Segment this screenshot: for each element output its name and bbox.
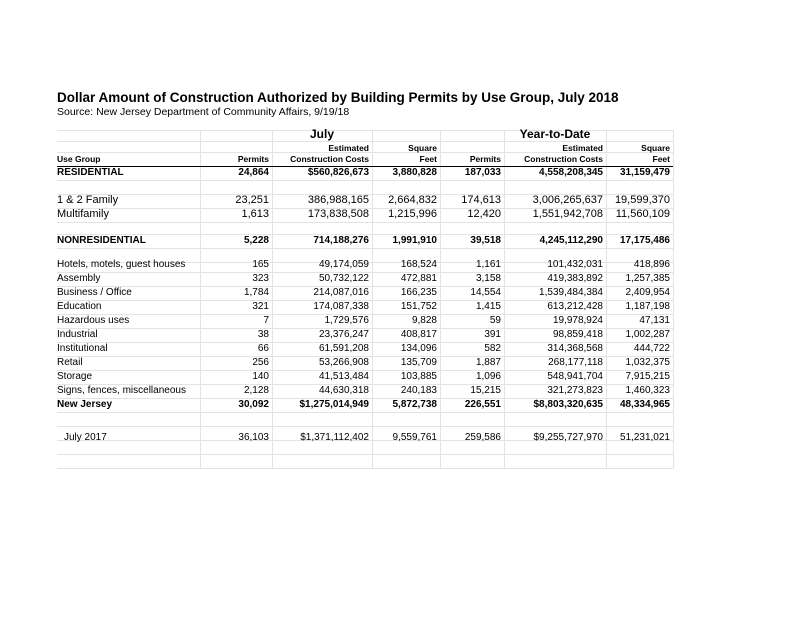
cell-costs-july: 714,188,276 (313, 235, 369, 246)
cell-sqft-july: 151,752 (400, 301, 437, 312)
row-label: RESIDENTIAL (57, 167, 124, 178)
cell-sqft-ytd: 17,175,486 (619, 235, 670, 246)
cell-permits-july: 256 (252, 357, 269, 368)
cell-sqft-ytd: 51,231,021 (619, 432, 670, 443)
cell-costs-july: 44,630,318 (318, 385, 369, 396)
cell-permits-july: 321 (252, 301, 269, 312)
header-permits-ytd: Permits (469, 154, 501, 164)
cell-sqft-july: 408,817 (400, 329, 437, 340)
cell-sqft-july: 9,828 (411, 315, 437, 326)
cell-permits-july: 24,864 (238, 167, 269, 178)
row-label: Storage (57, 371, 93, 382)
cell-costs-ytd: 613,212,428 (547, 301, 603, 312)
cell-costs-july: 61,591,208 (318, 343, 369, 354)
row-label: Business / Office (57, 287, 132, 298)
cell-sqft-ytd: 1,460,323 (625, 385, 670, 396)
cell-sqft-july: 240,183 (400, 385, 437, 396)
cell-permits-ytd: 12,420 (467, 208, 501, 220)
cell-permits-ytd: 1,161 (475, 259, 501, 270)
header-permits-july: Permits (237, 154, 269, 164)
row-label: Multifamily (57, 208, 109, 220)
cell-permits-july: 1,784 (243, 287, 269, 298)
cell-sqft-july: 1,215,996 (388, 208, 437, 220)
cell-sqft-july: 135,709 (400, 357, 437, 368)
cell-sqft-july: 9,559,761 (392, 432, 437, 443)
cell-permits-july: 7 (263, 315, 269, 326)
row-label: 1 & 2 Family (57, 194, 119, 206)
report-source: Source: New Jersey Department of Community Affairs, 9/19/18 (57, 106, 350, 118)
cell-permits-july: 140 (252, 371, 269, 382)
cell-costs-july: 49,174,059 (318, 259, 369, 270)
cell-sqft-ytd: 1,032,375 (625, 357, 670, 368)
cell-permits-july: 23,251 (235, 194, 269, 206)
cell-permits-july: 165 (252, 259, 269, 270)
row-label: Assembly (57, 273, 101, 284)
row-label: Retail (57, 357, 83, 368)
cell-costs-ytd: 1,551,942,708 (532, 208, 603, 220)
row-label: NONRESIDENTIAL (57, 235, 146, 246)
row-label: Education (57, 301, 102, 312)
cell-permits-ytd: 174,613 (461, 194, 501, 206)
cell-sqft-ytd: 1,187,198 (625, 301, 670, 312)
cell-sqft-ytd: 48,334,965 (619, 399, 670, 410)
cell-permits-ytd: 1,415 (475, 301, 501, 312)
cell-sqft-ytd: 11,560,109 (615, 208, 670, 220)
cell-permits-ytd: 14,554 (470, 287, 501, 298)
cell-sqft-july: 2,664,832 (388, 194, 437, 206)
cell-costs-july: 214,087,016 (313, 287, 369, 298)
cell-permits-july: 1,613 (241, 208, 269, 220)
header-costs-ytd: Construction Costs (524, 154, 603, 164)
row-label: Hazardous uses (57, 315, 130, 326)
cell-costs-ytd: 321,273,823 (547, 385, 603, 396)
row-label: July 2017 (64, 432, 107, 443)
cell-costs-ytd: 4,558,208,345 (539, 167, 603, 178)
report-title: Dollar Amount of Construction Authorized by Building Permits by Use Group, July 2018 (57, 90, 619, 105)
row-label: Signs, fences, miscellaneous (57, 385, 186, 396)
cell-sqft-july: 168,524 (400, 259, 437, 270)
cell-permits-ytd: 391 (484, 329, 501, 340)
row-label: Institutional (57, 343, 108, 354)
cell-costs-july: $1,275,014,949 (299, 399, 369, 410)
cell-sqft-ytd: 1,257,385 (625, 273, 670, 284)
cell-costs-july: 23,376,247 (318, 329, 369, 340)
cell-permits-july: 5,228 (243, 235, 269, 246)
cell-sqft-ytd: 418,896 (633, 259, 670, 270)
cell-costs-july: 41,513,484 (318, 371, 369, 382)
cell-costs-ytd: $9,255,727,970 (533, 432, 603, 443)
row-label: Hotels, motels, guest houses (57, 259, 186, 270)
cell-permits-july: 30,092 (238, 399, 269, 410)
cell-permits-ytd: 59 (489, 315, 501, 326)
cell-sqft-ytd: 7,915,215 (625, 371, 670, 382)
cell-costs-ytd: 101,432,031 (547, 259, 603, 270)
cell-permits-july: 66 (257, 343, 269, 354)
cell-costs-ytd: 314,368,568 (547, 343, 603, 354)
cell-permits-ytd: 39,518 (470, 235, 501, 246)
cell-permits-ytd: 582 (484, 343, 501, 354)
cell-sqft-ytd: 1,002,287 (625, 329, 670, 340)
row-label: Industrial (57, 329, 98, 340)
cell-costs-ytd: 548,941,704 (547, 371, 603, 382)
cell-costs-ytd: 419,383,892 (547, 273, 603, 284)
cell-costs-july: 174,087,338 (313, 301, 369, 312)
cell-permits-ytd: 187,033 (464, 167, 501, 178)
header-square-july: Square (408, 143, 437, 153)
cell-permits-ytd: 1,096 (475, 371, 501, 382)
cell-sqft-july: 5,872,738 (392, 399, 437, 410)
cell-sqft-july: 3,880,828 (392, 167, 437, 178)
cell-costs-ytd: 268,177,118 (548, 357, 603, 368)
cell-sqft-ytd: 47,131 (639, 315, 670, 326)
header-costs-july: Construction Costs (290, 154, 369, 164)
cell-costs-ytd: 4,245,112,290 (539, 235, 603, 246)
section-july: July (309, 127, 334, 141)
header-feet-ytd: Feet (652, 154, 670, 164)
header-feet-july: Feet (419, 154, 437, 164)
cell-sqft-july: 472,881 (400, 273, 437, 284)
section-ytd: Year-to-Date (519, 127, 591, 141)
cell-sqft-july: 1,991,910 (392, 235, 437, 246)
header-use-group: Use Group (57, 154, 101, 164)
cell-permits-ytd: 226,551 (464, 399, 501, 410)
cell-permits-july: 323 (252, 273, 269, 284)
cell-sqft-july: 134,096 (400, 343, 437, 354)
cell-sqft-ytd: 31,159,479 (619, 167, 670, 178)
cell-costs-july: 50,732,122 (318, 273, 369, 284)
cell-costs-july: 173,838,508 (307, 208, 369, 220)
cell-costs-ytd: 98,859,418 (552, 329, 603, 340)
cell-permits-july: 36,103 (238, 432, 269, 443)
row-label: New Jersey (57, 399, 113, 410)
header-estimated-ytd: Estimated (562, 143, 603, 153)
cell-sqft-ytd: 19,599,370 (614, 194, 670, 206)
cell-costs-july: 53,266,908 (318, 357, 369, 368)
cell-costs-july: 1,729,576 (324, 315, 369, 326)
cell-costs-ytd: $8,803,320,635 (533, 399, 603, 410)
cell-permits-ytd: 1,887 (475, 357, 501, 368)
cell-costs-july: $1,371,112,402 (300, 432, 369, 443)
cell-sqft-ytd: 2,409,954 (625, 287, 670, 298)
cell-costs-ytd: 1,539,484,384 (539, 287, 603, 298)
header-square-ytd: Square (641, 143, 670, 153)
cell-permits-july: 2,128 (243, 385, 269, 396)
cell-permits-ytd: 259,586 (464, 432, 501, 443)
cell-sqft-july: 103,885 (400, 371, 437, 382)
cell-permits-ytd: 15,215 (470, 385, 501, 396)
cell-permits-july: 38 (257, 329, 269, 340)
cell-costs-july: $560,826,673 (307, 167, 369, 178)
cell-sqft-july: 166,235 (400, 287, 437, 298)
cell-costs-ytd: 3,006,265,637 (532, 194, 603, 206)
cell-permits-ytd: 3,158 (475, 273, 501, 284)
cell-costs-july: 386,988,165 (307, 194, 369, 206)
cell-sqft-ytd: 444,722 (633, 343, 670, 354)
header-estimated-july: Estimated (328, 143, 369, 153)
cell-costs-ytd: 19,978,924 (552, 315, 603, 326)
